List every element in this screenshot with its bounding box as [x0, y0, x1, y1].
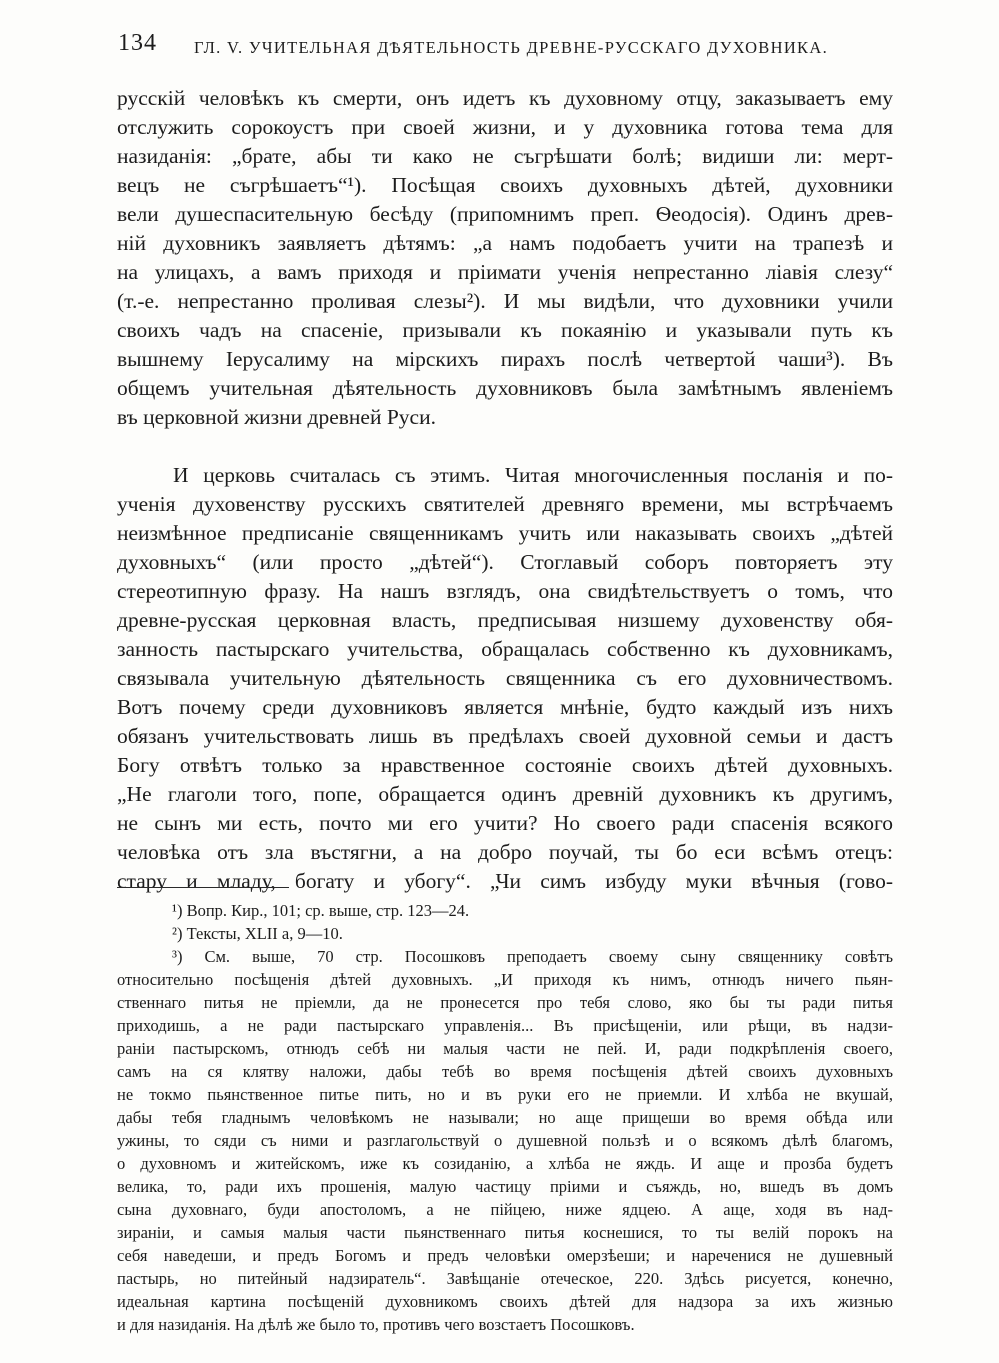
text-line: вецъ не съгрѣшаетъ“¹). Посѣщая своихъ духовныхъ дѣтей, духовники	[117, 173, 893, 197]
footnote-separator	[117, 887, 289, 888]
text-line: русскій человѣкъ къ смерти, онъ идетъ къ духовному отцу, заказываетъ ему	[117, 86, 893, 110]
running-title: ГЛ. V. УЧИТЕЛЬНАЯ ДѢЯТЕЛЬНОСТЬ ДРЕВНЕ-РУССКАГО ДУХОВНИКА.	[194, 38, 828, 57]
text-line: Вотъ почему среди духовниковъ является мнѣніе, будто каждый изъ нихъ	[117, 695, 893, 719]
text-line: древне-русская церковная власть, предписывая низшему духовенству обя-	[117, 608, 893, 632]
footnote-line: относительно посѣщенія дѣтей духовныхъ. „И приходя къ нимъ, отнюдъ ничего пьян-	[117, 970, 893, 989]
text-line: ній духовникъ заявляетъ дѣтямъ: „а намъ подобаетъ учити на трапезѣ и	[117, 231, 893, 255]
footnote-line: себя наведеши, и предъ Богомъ и предъ человѣки омерзѣеши; и нареченися не душевный	[117, 1246, 893, 1265]
text-line: назиданія: „брате, абы ти како не съгрѣшати болѣ; видиши ли: мерт-	[117, 144, 893, 168]
text-line: (т.-е. непрестанно проливая слезы²). И мы видѣли, что духовники учили	[117, 289, 893, 313]
footnote-line: и для назиданія. На дѣлѣ же было то, противъ чего возстаетъ Посошковъ.	[117, 1315, 635, 1334]
text-line: связывала учительную дѣятельность священника съ его духовничествомъ.	[117, 666, 893, 690]
footnote-line: ственнаго питья не пріемли, да не пронесется про тебя слово, яко бы ты ради питья	[117, 993, 893, 1012]
footnote-line: ²) Тексты, XLII а, 9—10.	[172, 924, 343, 943]
text-line: стару и младу, богату и убогу“. „Чи симъ избуду муки вѣчныя (гово-	[117, 869, 893, 893]
text-line: неизмѣнное предписаніе священникамъ учить или наказывать своихъ „дѣтей	[117, 521, 893, 545]
footnote-line: пастырь, но питейный надзиратель“. Завѣщаніе отеческое, 220. Здѣсь рисуется, конечно,	[117, 1269, 893, 1288]
footnote-line: зираніи, и самыя малыя части пьянственнаго питья коснешися, то ты велій порокъ на	[117, 1223, 893, 1242]
text-line: своихъ чадъ на спасеніе, призывали къ покаянію и указывали путь къ	[117, 318, 893, 342]
text-line: человѣка отъ зла въстягни, а на добро поучай, ты бо еси всѣмъ отецъ:	[117, 840, 893, 864]
paragraph-2	[117, 461, 893, 896]
text-line: отслужить сорокоустъ при своей жизни, и у духовника готова тема для	[117, 115, 893, 139]
footnote-line: самъ на ся клятву наложи, дабы тебѣ во время посѣщенія дѣтей своихъ духовныхъ	[117, 1062, 893, 1081]
text-line: ученія духовенству русскихъ святителей древняго времени, мы встрѣчаемъ	[117, 492, 893, 516]
footnote-line: дабы тебя гладнымъ человѣкомъ не называли; но аще прищеши во время обѣда или	[117, 1108, 893, 1127]
footnote-line: раніи пастырскомъ, отнюдъ себѣ ни малыя части не пей. И, ради подкрѣпленія своего,	[117, 1039, 893, 1058]
footnote-line: идеальная картина посѣщеній духовникомъ своихъ дѣтей для надзора за ихъ жизнью	[117, 1292, 893, 1311]
text-line: вели душеспасительную бесѣду (припомнимъ преп. Ѳеодосія). Одинъ древ-	[117, 202, 893, 226]
page-number: 134	[118, 30, 157, 56]
body-text	[117, 84, 893, 896]
text-line: въ церковной жизни древней Руси.	[117, 405, 436, 429]
footnote-line: о духовномъ и житейскомъ, иже къ созиданію, а хлѣба не яждь. И аще и прозба будетъ	[117, 1154, 893, 1173]
text-line: на улицахъ, а вамъ приходя и пріимати ученія непрестанно ліавія слезу“	[117, 260, 893, 284]
footnote-3	[117, 945, 893, 1336]
text-line: духовныхъ“ (или просто „дѣтей“). Стоглавый соборъ повторяетъ эту	[117, 550, 893, 574]
footnote-line: велика, то, ради ихъ прошенія, малую частицу пріими и съяждь, но, вшедъ въ домъ	[117, 1177, 893, 1196]
text-line: не сынъ ми есть, почто ми его учити? Но своего ради спасенія всякого	[117, 811, 893, 835]
text-line: занность пастырскаго учительства, обращалась собственно къ духовникамъ,	[117, 637, 893, 661]
paragraph-1	[117, 84, 893, 432]
footnote-line: сына духовнаго, буди апостоломъ, а не пійцею, ниже ядцею. А аще, ходя въ над-	[117, 1200, 893, 1219]
text-line: вышнему Іерусалиму на мірскихъ пирахъ послѣ четвертой чаши³). Въ	[117, 347, 893, 371]
footnote-line: ¹) Вопр. Кир., 101; ср. выше, стр. 123—24.	[172, 901, 470, 920]
text-line: стереотипную фразу. На нашъ взглядъ, она свидѣтельствуетъ о томъ, что	[117, 579, 893, 603]
footnote-line: ³) См. выше, 70 стр. Посошковъ преподаетъ своему сыну священнику совѣтъ	[172, 947, 893, 966]
text-line: обязанъ учительствовать лишь въ предѣлахъ своей духовной семьи и дастъ	[117, 724, 893, 748]
text-line: И церковь считалась съ этимъ. Читая многочисленныя посланія и по-	[173, 463, 893, 487]
footnote-line: ужины, то сяди съ ними и разглагольствуй о душевной пользѣ и о всякомъ дѣлѣ благомъ,	[117, 1131, 893, 1150]
footnote-2	[117, 922, 893, 945]
text-line: общемъ учительная дѣятельность духовниковъ была замѣтнымъ явленіемъ	[117, 376, 893, 400]
page-header	[118, 30, 898, 64]
text-line: „Не глаголи того, попе, обращается одинъ древній духовникъ къ другимъ,	[117, 782, 893, 806]
footnote-1	[117, 899, 893, 922]
footnote-line: приходишь, а не ради пастырскаго управленія... Въ присѣщеніи, или рѣщи, въ надзи-	[117, 1016, 893, 1035]
footnote-line: не токмо пьянственное питье пить, но и въ руки его не приемли. И хлѣба не вкушай,	[117, 1085, 893, 1104]
footnotes	[117, 899, 893, 1336]
text-line: Богу отвѣтъ только за нравственное состояніе своихъ дѣтей духовныхъ.	[117, 753, 893, 777]
